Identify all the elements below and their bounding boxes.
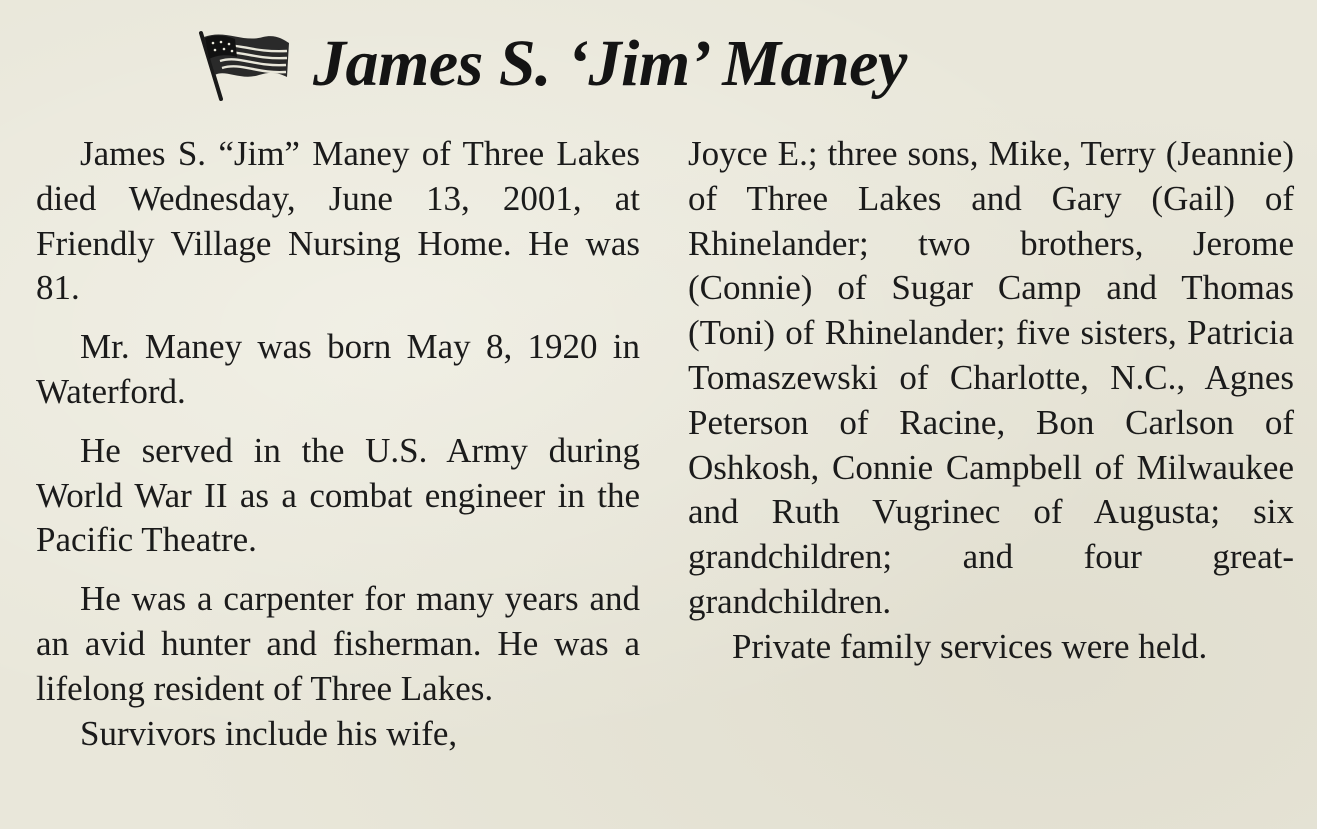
obituary-title: James S. ‘Jim’ Maney (313, 27, 907, 100)
paragraph-survivors-continued: Joyce E.; three sons, Mike, Terry (Jeannie) of Three Lakes and Gary (Gail) of Rhinelander; two brothers, Jerome (Connie) of Sugar Camp and Thomas (Toni) of Rhinelander; five sisters, Patricia Tomaszewski of Charlotte, N.C., Agnes Peterson of Racine, Bon Carlson of Oshkosh, Connie Campbell of Milwaukee and Ruth Vugrinec of Augusta; six grandchildren; and four great-grandchildren. (688, 134, 1294, 621)
obituary-headline (195, 18, 907, 110)
left-column (36, 132, 640, 756)
paragraph-survivors-start: Survivors include his wife, (80, 713, 458, 753)
paragraph-services: Private family services were held. (732, 626, 1208, 666)
paragraph-death-notice: James S. “Jim” Maney of Three Lakes died Wednesday, June 13, 2001, at Friendly Village Nursing Home. He was 81. (36, 134, 640, 308)
paragraph-military-service: He served in the U.S. Army during World War II as a combat engineer in the Pacific Theatre. (36, 430, 640, 560)
american-flag-icon (195, 27, 291, 101)
right-column (688, 132, 1294, 670)
paragraph-career: He was a carpenter for many years and an avid hunter and fisherman. He was a lifelong resident of Three Lakes. (36, 579, 640, 708)
paragraph-birth: Mr. Maney was born May 8, 1920 in Waterford. (36, 327, 640, 411)
